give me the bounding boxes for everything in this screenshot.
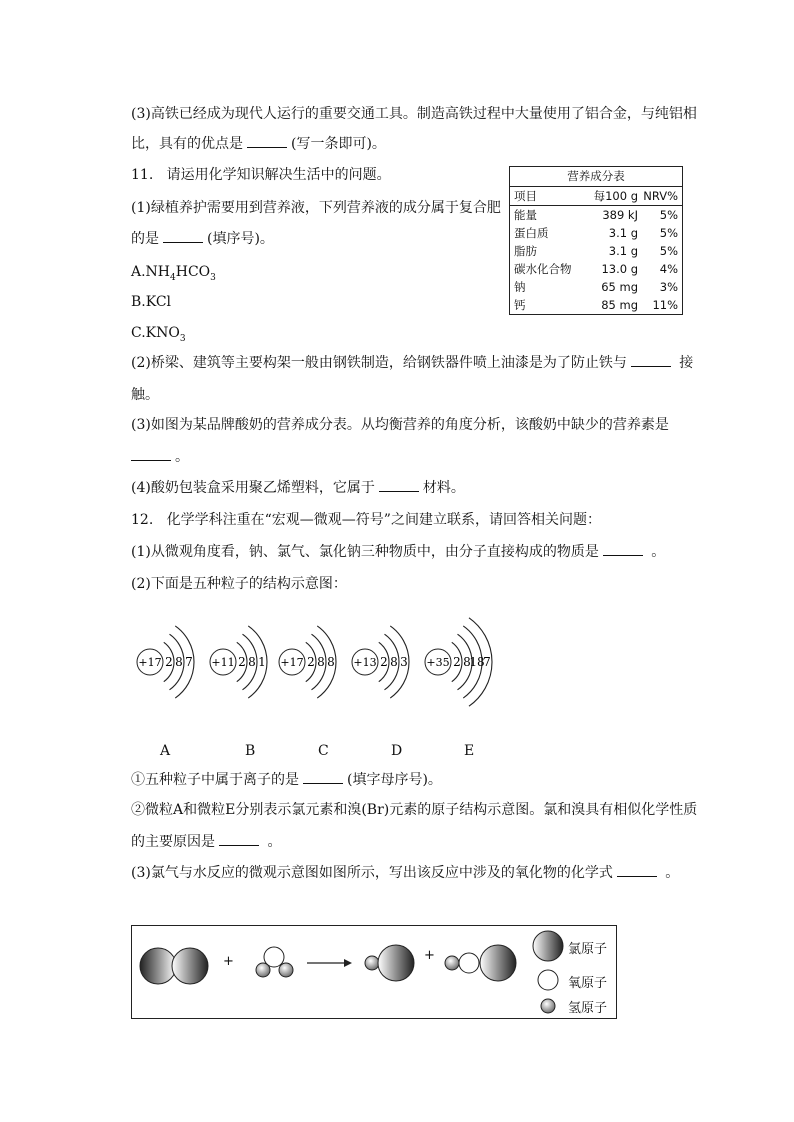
cell: 5%: [659, 208, 678, 222]
shell-electron-count: 8: [463, 655, 471, 669]
question-number: 11.: [131, 167, 154, 183]
plus-sign: +: [223, 954, 234, 969]
table-row: [510, 260, 682, 278]
q11-1-line-a: (1)绿植养护需要用到营养液，下列营养液的成分属于复合肥: [131, 200, 501, 216]
atom-label-d: D: [391, 743, 403, 759]
table-row: [510, 278, 682, 296]
q11-1-text: 的是: [131, 231, 159, 247]
q12-prompt: 化学学科注重在“宏观—微观—符号”之间建立联系，请回答相关问题：: [166, 512, 601, 528]
cell: 3.1 g: [608, 244, 638, 258]
q11-header: [131, 165, 391, 185]
subscript: 3: [210, 272, 216, 283]
subscript: 3: [179, 333, 186, 344]
nutrition-table: [509, 166, 683, 315]
reaction-diagram: [131, 925, 617, 1019]
q12-2-line: (2)下面是五种粒子的结构示意图：: [131, 576, 347, 592]
header-cell: 项目: [514, 189, 537, 203]
cell: 4%: [659, 262, 678, 276]
q3-text: 比，具有的优点是: [131, 136, 243, 152]
atom-structure-diagrams: [130, 612, 530, 722]
header-cell: NRV%: [643, 189, 678, 203]
answer-blank[interactable]: [219, 833, 259, 846]
shell-electron-count: 7: [185, 655, 193, 669]
hydrogen-atom: [279, 963, 293, 977]
q11-1-hint: (填序号)。: [207, 231, 274, 247]
option-a-text: A.NH: [131, 264, 171, 280]
answer-blank[interactable]: [131, 448, 171, 461]
cell: 11%: [652, 298, 678, 312]
chlorine-atom: [140, 948, 176, 984]
plus-sign: +: [424, 948, 435, 963]
cell: 85 mg: [601, 298, 638, 312]
shell-electron-count: 7: [483, 655, 491, 669]
q11-3-line-b: [131, 447, 189, 467]
q11-4-text: (4)酸奶包装盒采用聚乙烯塑料，它属于: [131, 480, 375, 496]
cell: 碳水化合物: [514, 262, 572, 276]
option-a-text: HCO: [175, 264, 211, 280]
period: 。: [665, 865, 680, 881]
period: 。: [267, 834, 282, 850]
answer-blank[interactable]: [303, 771, 343, 784]
subscript: 4: [170, 272, 176, 283]
q11-2-line-a: [131, 353, 693, 373]
q12-2-1-line: [131, 770, 442, 790]
atom-label-e: E: [464, 743, 475, 759]
answer-blank[interactable]: [603, 543, 643, 556]
q11-3-line-a: (3)如图为某品牌酸奶的营养成分表。从均衡营养的角度分析，该酸奶中缺少的营养素是: [131, 417, 669, 433]
q12-2-1-text: ①五种粒子中属于离子的是: [131, 772, 299, 788]
chlorine-atom: [172, 948, 208, 984]
cell: 能量: [514, 208, 537, 222]
cell: 13.0 g: [601, 262, 638, 276]
cell: 5%: [659, 244, 678, 258]
atom-label-a: A: [160, 743, 171, 759]
table-row: [510, 206, 682, 224]
period: 。: [175, 449, 189, 465]
shell-electron-count: 8: [248, 655, 256, 669]
cell: 5%: [659, 226, 678, 240]
shell-electron-count: 2: [453, 655, 461, 669]
shell-electron-count: 2: [238, 655, 246, 669]
hydrogen-atom: [365, 956, 379, 970]
nucleus-charge: +11: [211, 656, 235, 669]
nutrition-table-title: 营养成分表: [510, 167, 682, 187]
option-c: [131, 323, 186, 349]
shell-electron-count: 8: [327, 655, 335, 669]
cell: 3.1 g: [608, 226, 638, 240]
shell-electron-count: 8: [175, 655, 183, 669]
atom-label-c: C: [318, 743, 329, 759]
nucleus-charge: +35: [426, 656, 450, 669]
q12-2-1-hint: (填字母序号)。: [347, 772, 442, 788]
shell-electron-count: 8: [317, 655, 325, 669]
q11-2-line-b: 触。: [131, 387, 159, 403]
option-c-text: C.KNO: [131, 325, 180, 341]
q12-3-text: (3)氯气与水反应的微观示意图如图所示，写出该反应中涉及的氧化物的化学式: [131, 865, 613, 881]
shell-electron-count: 2: [165, 655, 173, 669]
option-b: B.KCl: [131, 294, 172, 310]
oxygen-atom: [459, 953, 479, 973]
option-a: [131, 262, 216, 288]
shell-electron-count: 1: [258, 655, 266, 669]
legend-oxygen-symbol: [538, 970, 558, 990]
answer-blank[interactable]: [631, 354, 671, 367]
q3-hint: (写一条即可)。: [291, 136, 386, 152]
atom-diagram-e: [425, 618, 492, 706]
legend-chlorine-symbol: [533, 931, 563, 961]
cell: 蛋白质: [514, 226, 549, 240]
q11-1-line-b: [131, 229, 274, 249]
answer-blank[interactable]: [247, 135, 287, 148]
q3-line-b: [131, 134, 386, 154]
atom-diagram-a: [137, 626, 194, 698]
table-row: [510, 224, 682, 242]
q12-1-line: [131, 542, 665, 562]
atom-diagram-d: [352, 626, 409, 698]
shell-electron-count: 8: [390, 655, 398, 669]
nucleus-charge: +17: [138, 656, 162, 669]
legend-oxygen: 氧原子: [568, 976, 608, 991]
question-number: 12.: [131, 512, 154, 528]
q12-3-line: [131, 863, 679, 883]
nutrition-table-header: [510, 187, 682, 206]
hydrogen-atom: [256, 963, 270, 977]
answer-blank[interactable]: [617, 864, 657, 877]
answer-blank[interactable]: [379, 479, 419, 492]
nucleus-charge: +13: [353, 656, 377, 669]
shell-electron-count: 18: [469, 655, 485, 669]
legend-hydrogen: 氢原子: [568, 1001, 608, 1016]
arrow-head: [344, 959, 352, 967]
hydrogen-atom: [445, 956, 459, 970]
chlorine-atom: [480, 945, 516, 981]
q11-2-text: (2)桥梁、建筑等主要构架一般由钢铁制造，给钢铁器件喷上油漆是为了防止铁与: [131, 355, 627, 371]
nucleus-charge: +17: [280, 656, 304, 669]
atom-label-b: B: [245, 743, 256, 759]
q3-line-a: (3)高铁已经成为现代人运行的重要交通工具。制造高铁过程中大量使用了铝合金，与纯铝相: [131, 106, 697, 122]
legend-hydrogen-symbol: [541, 999, 555, 1013]
shell-electron-count: 2: [380, 655, 388, 669]
cell: 脂肪: [514, 244, 537, 258]
q11-2-text-end: 接: [679, 355, 694, 371]
atom-diagram-c: [279, 626, 336, 698]
q12-header: [131, 510, 601, 530]
shell-electron-count: 3: [400, 655, 408, 669]
cell: 钠: [514, 280, 526, 294]
q12-2-2-text: 的主要原因是: [131, 834, 215, 850]
table-row: [510, 296, 682, 314]
q11-prompt: 请运用化学知识解决生活中的问题。: [166, 167, 391, 183]
cell: 钙: [514, 298, 526, 312]
atom-diagram-b: [210, 626, 267, 698]
legend-chlorine: 氯原子: [568, 942, 608, 957]
header-cell: 每100 g: [593, 189, 638, 203]
cell: 389 kJ: [602, 208, 638, 222]
table-row: [510, 242, 682, 260]
shell-electron-count: 2: [307, 655, 315, 669]
cell: 65 mg: [601, 280, 638, 294]
q12-1-text: (1)从微观角度看，钠、氯气、氯化钠三种物质中，由分子直接构成的物质是: [131, 544, 599, 560]
reaction-molecules: [132, 926, 616, 1018]
q11-4-line: [131, 478, 465, 498]
period: 。: [651, 544, 666, 560]
cell: 3%: [659, 280, 678, 294]
q11-4-text-end: 材料。: [422, 480, 465, 496]
chlorine-atom: [378, 945, 414, 981]
q12-2-2-line-a: ②微粒A和微粒E分别表示氯元素和溴(Br)元素的原子结构示意图。氯和溴具有相似化学性质: [131, 802, 698, 818]
q12-2-2-line-b: [131, 832, 281, 852]
answer-blank[interactable]: [163, 230, 203, 243]
